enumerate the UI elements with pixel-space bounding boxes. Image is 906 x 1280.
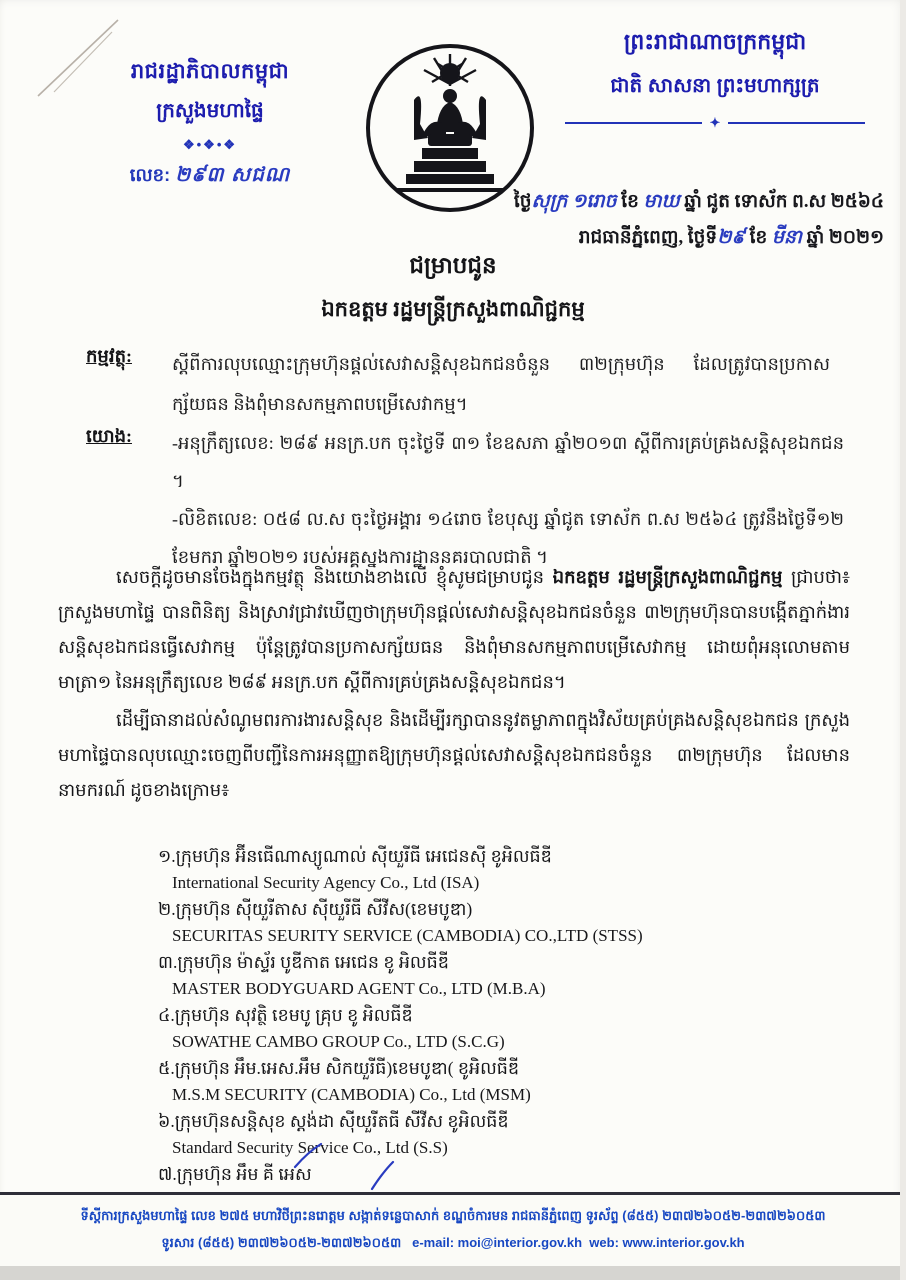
reference-label: យោង: bbox=[86, 426, 132, 446]
recipient-inline-bold: ឯកឧត្តម រដ្ឋមន្ត្រីក្រសួងពាណិជ្ជកម្ម bbox=[552, 567, 783, 587]
header-left-block bbox=[52, 58, 368, 191]
gregorian-date-line: រាជធានីភ្នំពេញ, ថ្ងៃទី២៩ ខែ មីនា ឆ្នាំ ២០២១ bbox=[578, 227, 884, 248]
footer-address-line: ទីស្តីការក្រសួងមហាផ្ទៃ លេខ ២៧៥ មហាវិថីព្រះនរោត្តម សង្កាត់ទន្លេបាសាក់ ខណ្ឌចំការមន រាជធានីភ្នំពេញ ទូរស័ព្ទ (៨៥៥) ២៣៧២៦០៥២-២៣៧២៦០៥៣ bbox=[80, 1208, 826, 1223]
company-name-english: SECURITAS SEURITY SERVICE (CAMBODIA) CO.,LTD (STSS) bbox=[172, 926, 643, 945]
header-right-block bbox=[536, 28, 894, 129]
document-number-value-handwritten: ២៩៣ សជណ bbox=[175, 164, 291, 186]
footer-contact-line: ទូរសារ (៨៥៥) ២៣៧២៦០៥២-២៣៧២៦០៥៣ e-mail: moi@interior.gov.kh web: www.interior.gov.kh bbox=[161, 1235, 745, 1250]
body-paragraph-1: សេចក្តីដូចមានចែងក្នុងកម្មវត្ថុ និងយោងខាងលើ ខ្ញុំសូមជម្រាបជូន ឯកឧត្តម រដ្ឋមន្ត្រីក្រសួងពាណិជ្ជកម្ម ជ្រាបថា៖ ក្រសួងមហាផ្ទៃ បានពិនិត្យ និងស្រាវជ្រាវឃើញថាក្រុមហ៊ុនផ្តល់សេវាសន្តិសុខឯកជនចំនួន ៣២ក្រុមហ៊ុនបានបង្កើតភ្នាក់ងារសន្តិសុខឯកជនធ្វើសេវាកម្ម ប៉ុន្តែត្រូវបានប្រកាសក្ស័យធន និងពុំមានសកម្មភាពបម្រើសេវាកម្ម ដោយពុំអនុលោមតាមមាត្រា១ នៃអនុក្រឹត្យលេខ ២៨៩ អនក្រ.បក ស្តីពីការគ្រប់គ្រងសន្តិសុខឯកជន។ bbox=[58, 567, 850, 692]
government-name: រាជរដ្ឋាភិបាលកម្ពុជា bbox=[130, 60, 290, 83]
list-item bbox=[158, 1055, 874, 1108]
footer-web-value: www.interior.gov.kh bbox=[622, 1235, 745, 1250]
list-item bbox=[158, 896, 874, 949]
reference-list bbox=[172, 424, 844, 576]
letter-title: ជម្រាបជូន bbox=[409, 253, 497, 278]
national-motto: ជាតិ សាសនា ព្រះមហាក្សត្រ bbox=[610, 75, 820, 97]
company-name-khmer: ៦.ក្រុមហ៊ុនសន្តិសុខ ស្តង់ដា ស៊ីយួរីតធី សីវីស ខូអិលធីឌី bbox=[158, 1111, 509, 1131]
footer-email-value: moi@interior.gov.kh bbox=[457, 1235, 583, 1250]
list-item bbox=[158, 949, 874, 1002]
lunar-date-line: ថ្ងៃសុក្រ ១រោច ខែ មាឃ ឆ្នាំ ជូត ទោស័ក ព.ស ២៥៦៤ bbox=[513, 191, 884, 212]
handwritten-lunar-month: មាឃ bbox=[643, 191, 680, 212]
dateline-block bbox=[400, 184, 896, 256]
footer-web-label: web: bbox=[589, 1235, 619, 1250]
footer-email-label: e-mail: bbox=[412, 1235, 455, 1250]
subject-text: ស្តីពីការលុបឈ្មោះក្រុមហ៊ុនផ្តល់សេវាសន្តិសុខឯកជនចំនួន ៣២ក្រុមហ៊ុន ដែលត្រូវបានប្រកាសក្ស័យធន និងពុំមានសកម្មភាពបម្រើសេវាកម្ម។ bbox=[172, 354, 830, 414]
company-list bbox=[158, 843, 874, 1188]
company-name-khmer: ៣.ក្រុមហ៊ុន ម៉ាស្ទ័រ បូឌីកាត អេជេន ខូ អិលធីឌី bbox=[158, 952, 449, 972]
subject-label: កម្មវត្ថុ: bbox=[86, 346, 132, 366]
kingdom-name: ព្រះរាជាណាចក្រកម្ពុជា bbox=[623, 29, 807, 54]
letter-body bbox=[58, 560, 850, 808]
letterhead-footer bbox=[0, 1192, 906, 1266]
list-item bbox=[158, 1161, 874, 1188]
body-paragraph-2: ដើម្បីធានាដល់សំណូមពរការងារសន្តិសុខ និងដើម្បីរក្សាបាននូវតម្លាភាពក្នុងវិស័យគ្រប់គ្រងសន្តិសុខឯកជន ក្រសួងមហាផ្ទៃបានលុបឈ្មោះចេញពីបញ្ជីនៃការអនុញ្ញាតឱ្យក្រុមហ៊ុនផ្តល់សេវាសន្តិសុខឯកជនចំនួន ៣២ក្រុមហ៊ុន ដែលមាននាមករណ៍ ដូចខាងក្រោម៖ bbox=[58, 710, 850, 800]
handwritten-day-number: ២៩ bbox=[717, 227, 745, 248]
list-item bbox=[158, 1002, 874, 1055]
company-name-english: Standard Security Service Co., Ltd (S.S) bbox=[172, 1138, 448, 1157]
company-name-english: MASTER BODYGUARD AGENT Co., LTD (M.B.A) bbox=[172, 979, 546, 998]
handwritten-lunar-day: សុក្រ ១រោច bbox=[531, 191, 617, 212]
document-number-label: លេខ: bbox=[129, 165, 171, 185]
divider-ornament-icon: ✦ bbox=[565, 116, 865, 129]
company-name-english: International Security Agency Co., Ltd (ISA) bbox=[172, 873, 480, 892]
company-name-khmer: ៤.ក្រុមហ៊ុន សុវត្ថិ ខេមបូ គ្រុប ខូ អិលធីឌី bbox=[158, 1005, 413, 1025]
list-item bbox=[158, 1108, 874, 1161]
list-item bbox=[158, 843, 874, 896]
company-name-khmer-truncated: ៧.ក្រុមហ៊ុន អឹម គី អេស bbox=[158, 1164, 312, 1184]
company-name-khmer: ១.ក្រុមហ៊ុន អ៊ីនធើណាស្យូណាល់ ស៊ីយួរីធី អេជេនស៊ី ខូអិលធីឌី bbox=[158, 846, 552, 866]
reference-row bbox=[86, 424, 844, 576]
subject-row bbox=[86, 344, 830, 424]
document-number bbox=[52, 161, 368, 191]
company-name-english: SOWATHE CAMBO GROUP Co., LTD (S.C.G) bbox=[172, 1032, 505, 1051]
company-name-khmer: ៥.ក្រុមហ៊ុន អឹម.អេស.អឹម សិកយួរីធី)ខេមបូឌា( ខូអិលធីឌី bbox=[158, 1058, 519, 1078]
handwritten-month-name: មីនា bbox=[771, 227, 803, 248]
letter-recipient: ឯកឧត្តម រដ្ឋមន្ត្រីក្រសួងពាណិជ្ជកម្ម bbox=[321, 297, 585, 321]
reference-item: -លិខិតលេខ: ០៥៨ ល.ស ចុះថ្ងៃអង្គារ ១៤រោច ខែបុស្ស ឆ្នាំជូត ទោស័ក ព.ស ២៥៦៤ ត្រូវនឹងថ្ងៃទី១២ ខែមករា ឆ្នាំ២០២១ របស់អគ្គស្នងការដ្ឋាននគរបាលជាតិ ។ bbox=[172, 509, 844, 567]
reference-item: -អនុក្រឹត្យលេខ: ២៨៩ អនក្រ.បក ចុះថ្ងៃទី ៣១ ខែឧសភា ឆ្នាំ២០១៣ ស្តីពីការគ្រប់គ្រងសន្តិសុខឯកជន ។ bbox=[172, 433, 844, 491]
ministry-name: ក្រសួងមហាផ្ទៃ bbox=[156, 100, 264, 122]
left-ornament-icon: ❖•❖•❖ bbox=[182, 137, 238, 152]
scan-edge-bottom bbox=[0, 1266, 906, 1280]
company-name-khmer: ២.ក្រុមហ៊ុន ស៊ីយួរីតាស ស៊ីយួរីធី សីវីស(ខេមបូឌា) bbox=[158, 899, 473, 919]
scan-edge-right bbox=[900, 0, 906, 1280]
company-name-english: M.S.M SECURITY (CAMBODIA) Co., Ltd (MSM) bbox=[172, 1085, 531, 1104]
